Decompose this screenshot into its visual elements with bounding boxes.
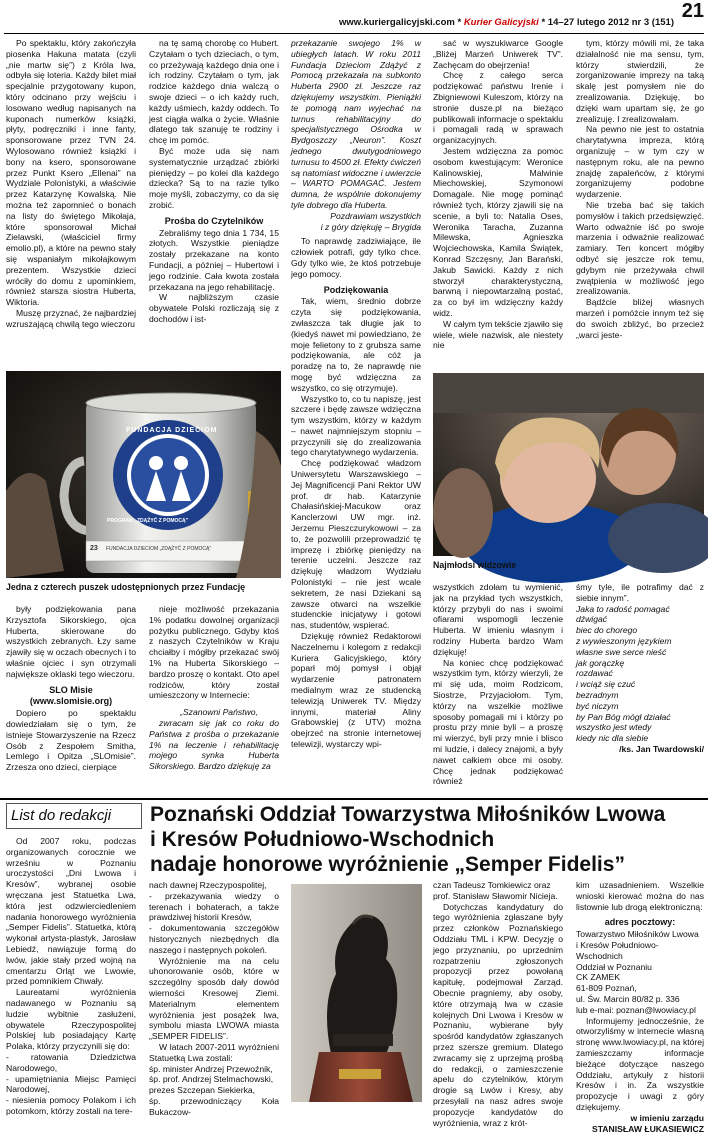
paragraph: Nie trzeba bać się takich pomysłów i takich przedsięwzięć. Warto odważnie iść po swoje marzenia i odważnie realizować zamiary. Ten koncert mógłby odbyć się jeszcze rok temu, gdybym nie przeżywała chwil zwątpienia w możliwość jego zrealizowania.	[576, 199, 704, 297]
poem-line: jak gorączkę	[576, 657, 625, 668]
laureate: śp. minister Andrzej Przewoźnik,	[149, 1063, 273, 1074]
article-column-5	[576, 38, 704, 368]
can-label-top: FUNDACJA DZIECIOM	[126, 427, 218, 434]
paragraph: tym, którzy mówili mi, że taka działalność nie ma sensu, tym, którzy stwierdzili, że zorganizowanie imprezy na taką skalę jest pomysłem nie do zrealizowania. Dziękuję, bo dzięki wam upartam się, że go zrealizuję. I zrealizowałam.	[576, 38, 704, 124]
photo-lion-statuette	[291, 884, 422, 1102]
paragraph: Tak, wiem, średnio dobrze czyta się podziękowania, zwłaszcza tak długie jak to (kiedyś nawet mi powiedziano, że moje felietony to z grubsza same podziękowania, ale cóż ja poradzę na to, że naprawdę nie mogę być wdzięczna za wszystko, co się otrzymuje).	[291, 296, 421, 393]
appeal-salutation: „Szanowni Państwo,	[180, 707, 258, 718]
paragraph: Dziękuję również Redaktorowi Naczelnemu i kolegom z redakcji Kuriera Galicyjskiego, który poparł mój pomysł i objął wydarzenie patronatem medialnym wraz ze studencką telewizją Uniwerek TV. Między innymi, materiał Aliny Grabowskiej (z UTV) można obejrzeć na stronie internetowej telewizji, wystarczy wpi-	[291, 631, 421, 749]
can-number: 23	[90, 545, 98, 552]
list-item: - ratowania Dziedzictwa Narodowego,	[6, 1051, 136, 1073]
issue-info: 14–27 lutego 2012 nr 3 (151)	[547, 17, 674, 28]
list-item: nach dawnej Rzeczypospolitej,	[149, 880, 267, 890]
poem-line: bezradnym	[576, 689, 619, 700]
address-line: i Kresów Południowo-Wschodnich	[576, 939, 659, 961]
header-rule	[4, 33, 704, 34]
page-header	[0, 0, 708, 34]
headline-line: Poznański Oddział Towarzystwa Miłośników Lwowa	[150, 803, 666, 826]
poem-line: by Pan Bóg mógł działać	[576, 711, 671, 722]
article-column-2-lower	[149, 604, 279, 789]
paragraph: Informujemy jednocześnie, że otworzyliśmy w internecie własną stronę www.lwowiacy.pl, na której zamieszczamy informacje bieżące dotyczące naszego Oddziału, artykuły z historii Kresów i in. Za wszystkie propozycje i uwagi z góry dziękujemy.	[576, 1015, 704, 1112]
letter-column-1	[6, 836, 136, 1116]
poem-line: i wciąż się czuć	[576, 679, 636, 690]
poem-line: być niczym	[576, 700, 619, 711]
article-column-1-lower	[6, 604, 136, 789]
page-number: 21	[681, 0, 704, 22]
paragraph: Bądźcie bliżej własnych marzeń i pomóżcie innym też się do swoich zbliżyć, bo przecież „warci jeste-	[576, 297, 704, 340]
paragraph: kim uzasadnieniem. Wszelkie wnioski kierować można do nas listownie lub drogą elektroniczną:	[576, 880, 704, 912]
site-url: www.kuriergalicyjski.com	[339, 17, 455, 28]
poem-line: biec do chorego	[576, 625, 638, 636]
laureate: czan Tadeusz Tomkiewicz oraz	[433, 880, 551, 890]
signature-role: w imieniu zarządu	[630, 1112, 704, 1123]
photo-caption-children: Najmłodsi widzowie	[433, 560, 517, 570]
paragraph: Wszystko to, co tu napiszę, jest szczere i będę zawsze wdzięczna tym wszystkim, którzy w każdym – nawet najmniejszym stopniu – przyczynili się do zrealizowania tego charytatywnego wydarzenia.	[291, 393, 421, 458]
can-label-band: FUNDACJA DZIECIOM „ZDĄŻYĆ Z POMOCĄ”	[106, 546, 211, 552]
poem-line: kiedy nic dla siebie	[576, 733, 649, 744]
photo-caption-can: Jedna z czterech puszek udostępnionych przez Fundację	[6, 582, 246, 592]
lion-statuette-illustration	[291, 884, 422, 1102]
laureate: prof. Stanisław Sławomir Nicieja.	[433, 890, 558, 901]
postal-address	[576, 929, 704, 1015]
address-line: CK ZAMEK	[576, 972, 620, 983]
paragraph: Dotychczas kandydatury do tego wyróżnienia zgłaszane były przez członków Poznańskiego Oddziału TML i KPW. Decyzję o jego przyznaniu, po uprzednim rozpatrzeniu zgłoszonych propozycji przez powołaną kapitułę, podejmował Zarząd. Obecnie pragniemy, aby osoby, które otrzymają lwa w czasie kolejnych Dni Lwowa i Kresów w Poznaniu, wybierane były spośród kandydatów zgłaszanych przez szersze gremium. Dlatego zwracamy się z uprzejmą prośbą do redakcji, o zamieszczenie apelu do czytelników, którym drogie są Lwów i Kresy, aby przesyłali na nasz adres swoje propozycje kandydatów do wyróżnienia, wraz z krót-	[433, 901, 563, 1128]
laureate: śp. prof. Andrzej Stelmachowski,	[149, 1074, 274, 1085]
paragraph: Na pewno nie jest to ostatnia charytatywna impreza, którą organizuję – w tym czy w następnym roku, ale na pewno znajdę zapaleńców, z którymi zorganizujemy podobne wydarzenie.	[576, 124, 704, 200]
quoted-appeal: przekazanie swojego 1% w ubiegłych latach. W roku 2011 Fundacja Dzieciom Zdążyć z Pomocą przekazała na subkonto Huberta 2900 zł. Jeszcze raz dziękujemy wszystkim. Pieniążki te pomogą nam wyjechać na turnus rehabilitacyjny do specjalistycznego Ośrodka w Bydgoszczy „Neuron”. Koszt jednego dwutygodniowego turnusu to 4500 zł. Efekty ćwiczeń są natomiast widoczne i uwierzcie – WARTO POMAGAĆ. Jestem dumna, że wspólnie dokonujemy tyle dobrego dla Huberta.	[291, 38, 421, 210]
subheading: Prośba do Czytelników	[164, 215, 264, 226]
appeal-text: zwracam się jak co roku do Państwa z prośba o przekazanie 1% na leczenie i rehabilitację mojego synka Huberta Sikorskiego. Bardzo dziękuję za	[149, 717, 279, 772]
postal-address-heading: adres pocztowy:	[604, 917, 676, 928]
paragraph: na tę samą chorobę co Hubert. Czytałam o tych dzieciach, o tym, co przeżywają każdego dnia one i ich rodziny. Czytałam o tym, jak rodzice każdego dnia walczą o swoje dzieci – o ich każdy ruch, każdy uśmiech, każdy oddech. To jest ciągła walka o życie. Właśnie dlatego tak szanuję te rodziny i chcę im pomóc.	[149, 38, 279, 146]
poem-line: Jaka to radość pomagać	[576, 603, 670, 614]
article-headline	[150, 802, 705, 877]
laureate: prezes Szczepan Siekierka,	[149, 1085, 256, 1096]
paragraph: Wyróżnienie ma na celu uhonorowanie osób, które w szczególny sposób dały dowód wierności Kresowej Ziemi. Materialnym elementem wyróżnienia jest posążek lwa, symbolu miasta LWOWA miasta „SEMPER FIDELIS”.	[149, 955, 279, 1042]
paragraph: W najbliższym czasie obywatele Polski rozliczają się z dochodów i ist-	[149, 292, 279, 324]
poem-line: rozdawać	[576, 668, 613, 679]
article-column-2	[149, 38, 279, 368]
paragraph: wszystkich zdołam tu wymienić, jak na przykład tych wszystkich, którzy przybyli do nas i swoimi ofiarami wspomogli leczenie Huberta. W imieniu własnym i rodziny Huberta bardzo Wam dziękuję!	[433, 582, 563, 657]
paragraph: Chcę z całego serca podziękować państwu Irenie i Zbigniewowi Kuleszom, którzy na stronie dusze.pl na bieżąco publikowali informacje o spektaklu i pomagali radą w sprawach organizacyjnych.	[433, 70, 563, 146]
headline-line: i Kresów Południowo-Wschodnich	[150, 828, 495, 851]
list-item: - niesienia pomocy Polakom i ich potomkom, którzy zostali na tere-	[6, 1095, 136, 1116]
paragraph: To naprawdę zadziwiające, ile człowiek potrafi, gdy tylko chce. Gdy tylko wie, że ktoś potrzebuje jego pomocy.	[291, 236, 421, 279]
subheading-slo-misie-url: (www.slomisie.org)	[29, 696, 113, 707]
paragraph: nieje możliwość przekazania 1% podatku dowolnej organizacji pożytku publicznego. Gdyby ktoś z naszych Czytelników w Kraju chciałby i mógłby przekazać swój 1% na Huberta Sikorskiego – bardzo proszę o kontakt. Oto apel rodziców, który został umieszczony w Internecie:	[149, 604, 279, 701]
photo-collection-can	[6, 371, 281, 578]
signature-name: STANISŁAW ŁUKASIEWICZ	[591, 1123, 704, 1134]
poem-line: dźwigać	[576, 614, 608, 625]
article-column-4-lower	[433, 582, 563, 789]
headline-line: nadaje honorowe wyróżnienie „Semper Fidelis”	[150, 853, 625, 876]
email-line: lub e-mai: poznan@lwowiacy.pl	[576, 1004, 696, 1015]
address-line: Towarzystwo Miłośników Lwowa	[576, 929, 699, 940]
paragraph: sać w wyszukiwarce Google „Bliżej Marzeń Uniwerek TV”. Zachęcam do obejrzenia!	[433, 38, 563, 70]
letter-column-5	[576, 880, 704, 1134]
address-line: ul. Św. Marcin 80/82 p. 336	[576, 993, 680, 1004]
paragraph: Jestem wdzięczna za pomoc osobom kwestującym: Weronice Kalinowskiej, Malwinie Miechowskiej, Szymonowi Domagale. Nie mogę pominąć również tych, którzy zjawili się na scenie, a byli to: Natalia Oses, Weronika Taracha, Zuzanna Milewska, Agnieszka Wojciechowska, Kamila Świątek, Konrad Szczęsny, Jan Barański, Jakub Sawicki. Każdy z nich stworzył charakterystyczną, barwną i niepowtarzalną postać, za co był im wdzięczny każdy widz.	[433, 145, 563, 318]
paragraph: Chcę podziękować władzom Uniwersytetu Warszawskiego – Jej Magnificencji Pani Rektor UW prof. dr hab. Katarzynie Chałasińskiej-Macukow oraz Kanclerzowi UW mgr. inż. Jerzemu Pieszczurykowowi – za to, że pozwolili przeprowadzić tę imprezę i zbiórkę pieniędzy na terenie uczelni. Jeszcze raz dziękuję władzom Wydziału Polonistyki – nie jest wcale sekretem, że nasi Dziekani są zawsze otwarci na wszelkie studenckie inicjatywy i gotowi nas, studentów, wspierać.	[291, 458, 421, 631]
poem	[576, 604, 704, 744]
photo-children-audience	[433, 373, 704, 556]
list-item: - dokumentowania szczegółów historycznych niezbędnych dla naszego i następnych pokoleń.	[149, 923, 279, 955]
greeting-signature: i z góry dziękuję – Brygida	[320, 221, 421, 232]
section-divider	[0, 798, 708, 800]
header-line: www.kuriergalicyjski.com * Kurier Galicyjski * 14–27 lutego 2012 nr 3 (151)	[339, 17, 674, 28]
poem-line: z wywieszonym językiem	[576, 635, 672, 646]
address-line: 61-809 Poznań,	[576, 983, 637, 994]
poem-author: /ks. Jan Twardowski/	[619, 743, 704, 754]
can-label-side: PROGRAM „ZDĄŻYĆ Z POMOCĄ”	[107, 518, 189, 524]
article-column-5-lower	[576, 582, 704, 792]
poem-line: wszystko jest wtedy	[576, 722, 652, 733]
newspaper-name: Kurier Galicyjski	[463, 17, 539, 28]
address-line: Oddział w Poznaniu	[576, 961, 652, 972]
paragraph: Na koniec chcę podziękować wszystkim tym, którzy wierzyli, że mi się uda, moim Rodzicom, Siostrze, Przyjaciołom. Tym, którzy na wszelkie możliwe sposoby pomagali mi i którzy po prostu przy mnie byli – a proszę mi wierzyć, byli przy mnie i blisco mi ludzie, i dalecy znajomi, a były nawet całkiem obce mi osoby. Chcę jednak podziękować również	[433, 657, 563, 787]
paragraph: były podziękowania pana Krzysztofa Sikorskiego, ojca Huberta, skierowane do wszystkich zebranych. Łzy same zjawiły się w oczach obecnych i to właśnie ojciec i syn otrzymali największe oklaski tego wieczoru.	[6, 604, 136, 679]
poem-line: własne swe serce nieść	[576, 646, 667, 657]
paragraph: Laureatami wyróżnienia nadawanego w Poznaniu są ludzie wybitnie zasłużeni, obywatele Rzeczypospolitej Polskiej lub posiadający Kartę Polaka, którzy przyczynili się do:	[6, 987, 136, 1052]
subheading-slo-misie: SLO Misie	[49, 684, 93, 695]
list-item: - upamiętniania Miejsc Pamięci Narodowej,	[6, 1073, 136, 1095]
greeting: Pozdrawiam wszystkich	[330, 210, 421, 221]
paragraph: Dopiero po spektaklu dowiedziałam się o tym, że istnieje Stowarzyszenie na Rzecz Osób z Zespołem Smitha, Lemlego i Opitza „SLOmisie”. Zrzesza ono dzieci, cierpiące	[6, 708, 136, 773]
paragraph: śmy tyle, ile potrafimy dać z siebie innym”.	[576, 582, 704, 603]
paragraph: W latach 2007-2011 wyróżnieni Statuetką Lwa zostali:	[149, 1041, 279, 1063]
article-column-1	[6, 38, 136, 368]
paragraph: Być może uda się nam systematycznie urządzać zbiórki pieniędzy – po kolei dla każdego dziecka? Są to na razie tylko moje myśli, zobaczymy, co da się zrobić.	[149, 145, 279, 210]
article-column-3	[291, 38, 421, 784]
paragraph: Od 2007 roku, podczas organizowanych corocznie we wrześniu w Poznaniu uroczystości „Dni Lwowa i Kresów”, wybranej osobie wręczana jest Statuetka Lwa, która jest odzwierciedleniem nadania honorowego wyróżnienia „Semper Fidelis”. Statuetka, którą wykonał artysta-plastyk, Jarosław Lebiedź, nawiązuje formą do lwów, jakie stały przed wojną na cmentarzu Orląt we Lwowie, przed pomnikiem Chwały.	[6, 836, 136, 987]
subheading: Podziękowania	[323, 284, 389, 295]
letter-to-editor-label: List do redakcji	[6, 803, 142, 829]
article-column-4	[433, 38, 563, 368]
list-item: - przekazywania wiedzy o terenach i bohaterach, a także prawdziwej historii Kresów,	[149, 890, 279, 923]
laureate: śp. przewodniczący Koła Bukaczow-	[149, 1095, 279, 1117]
letter-column-2	[149, 880, 279, 1117]
paragraph: W całym tym tekście zjawiło się wiele, wiele nazwisk, ale niestety nie	[433, 318, 563, 351]
paragraph: Po spektaklu, który zakończyła piosenka Hakuna matata (czyli „nie martw się”) z Króla lwa, odbyła się loteria. Każdy bilet miał specjalnie przygotowany kupon, który odcinano przy wejściu i losowano według napisanych na kuponach numerków książki, płyty, podręczniki i inne fanty, sponsorowane przez TVN 24. Wylosowano również książki i bony na ksero, sponsorowane przez Punkt Ksero „Ellenai” na Wydziale Polonistyki, a właściwie przez Katarzynę Kowalską. Nie można też zapomnieć o bonach na listy do świętego Mikołaja, które sponsorował Michał Zielawski, (właściciel firmy emolio.pl), a które na pewno stały się wspaniałym mikołajkowym prezentem. Wszystkie dzieci wróciły do domu z upominkiem, również starsza siostra Huberta, Wiktoria.	[6, 38, 136, 308]
children-illustration	[433, 373, 704, 556]
letter-column-4	[433, 880, 563, 1128]
paragraph: Zebraliśmy tego dnia 1 734, 15 złotych. Wszystkie pieniądze zostały przekazane na konto Fundacji, a później – Hubertowi i jego rodzinie. Cała kwota została przekazana na jego rehabilitację.	[149, 227, 279, 292]
paragraph: Muszę przyznać, że najbardziej wzruszającą chwilą tego wieczoru	[6, 307, 136, 329]
